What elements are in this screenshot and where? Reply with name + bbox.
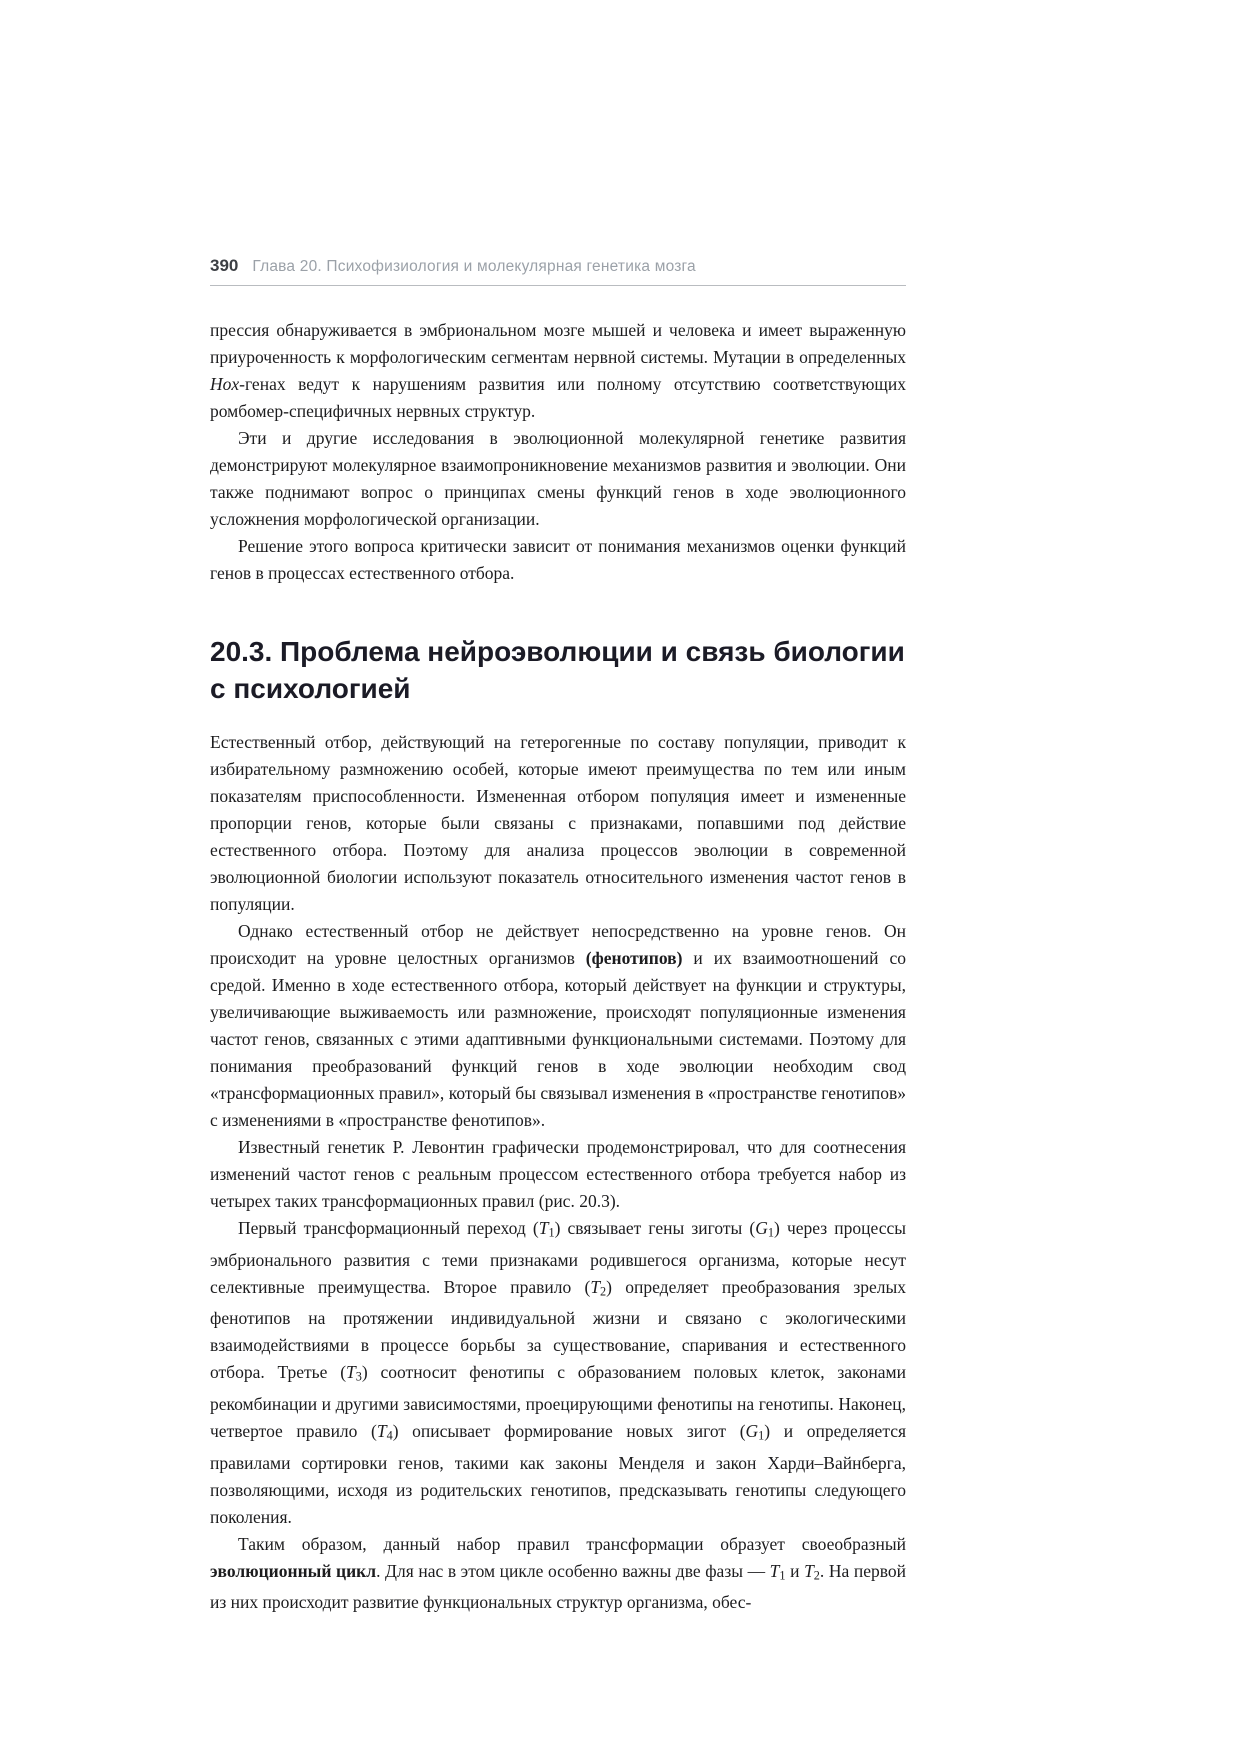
text-segment: ) связывает гены зиготы ( <box>554 1218 756 1238</box>
text-segment: 1 <box>767 1225 774 1240</box>
text-segment: 3 <box>355 1370 362 1385</box>
text-segment: 1 <box>758 1428 765 1443</box>
text-segment: Эти и другие исследования в эволюционной молекулярной генетике развития демонстрируют молекулярное взаимопроникновение механизмов развития и эволюции. Они также поднимают вопрос о принципах смены функций генов в ходе эволюционного усложнения морфологической организации. <box>210 428 906 529</box>
text-segment: Решение этого вопроса критически зависит от понимания механизмов оценки функций генов в процессах естественного отбора. <box>210 536 906 583</box>
body-text <box>210 317 906 1616</box>
paragraph <box>210 918 906 1134</box>
text-segment: T <box>538 1218 549 1238</box>
page-number: 390 <box>210 256 239 275</box>
text-segment: Таким образом, данный набор правил трансформации образует своеобразный <box>238 1533 906 1554</box>
text-block <box>210 256 906 1616</box>
text-segment: Однако естественный отбор не действует непосредственно на уровне генов. Он происходит на уровне целостных организмов <box>210 921 906 968</box>
text-segment: Естественный отбор, действующий на гетерогенные по составу популяции, приводит к избирательному размножению особей, которые имеют преимущества по тем или иным показателям приспособленности. Измененная отбором популяция имеет и измененные пропорции генов, которые были связаны с признаками, попавшими под действие естественного отбора. Поэтому для анализа процессов эволюции в современной эволюционной биологии используют показатель относительного изменения частот генов в популяции. <box>210 732 906 914</box>
text-segment: прессия обнаруживается в эмбриональном мозге мышей и человека и имеет выраженную приуроченность к морфологическим сегментам нервной системы. Мутации в определенных <box>210 320 906 367</box>
paragraph <box>210 533 906 587</box>
running-head <box>210 256 906 286</box>
paragraph <box>210 1531 906 1617</box>
text-segment: T <box>590 1276 601 1297</box>
text-segment: ) описывает формирование новых зигот ( <box>392 1421 746 1442</box>
text-segment: Первый трансформационный переход ( <box>238 1218 539 1238</box>
paragraph <box>210 729 906 918</box>
text-segment: -генах ведут к нарушениям развития или полному отсутствию соответствующих ромбомер-специфичных нервных структур. <box>210 374 906 421</box>
text-segment: и их взаимоотношений со средой. Именно в ходе естественного отбора, который действует на функции и структуры, увеличивающие выживаемость или размножение, происходят популяционные изменения частот генов, связанных с этими адаптивными функциональными системами. Поэтому для понимания преобразований функций генов в ходе эволюции необходим свод «трансформационных правил», который бы связывал изменения в «пространстве генотипов» с изменениями в «пространстве фенотипов». <box>210 948 906 1130</box>
text-segment: Известный генетик Р. Левонтин графически продемонстрировал, что для соотнесения изменений частот генов с реальным процессом естественного отбора требуется набор из четырех таких трансформационных правил (рис. 20.3). <box>210 1137 906 1211</box>
text-segment: 1 <box>779 1568 786 1583</box>
text-segment: ) определяет преобразования зрелых фенотипов на протяжении индивидуальной жизни и связано с экологическими взаимодействиями в процессе борьбы за существование, спаривания и естественного отбора. Третье ( <box>210 1276 906 1383</box>
text-segment: и <box>785 1560 805 1581</box>
text-segment: T <box>346 1362 356 1383</box>
paragraph <box>210 1134 906 1215</box>
paragraph <box>210 1215 906 1531</box>
chapter-title: Глава 20. Психофизиология и молекулярная генетика мозга <box>252 258 696 275</box>
text-segment: T <box>376 1421 387 1442</box>
text-segment: G <box>745 1421 759 1442</box>
text-segment: (фенотипов) <box>585 948 683 968</box>
section-heading: 20.3. Проблема нейроэволюции и связь биологии с психологией <box>210 636 905 704</box>
text-segment: 2 <box>813 1568 820 1583</box>
text-segment: ) и определяется правилами сортировки генов, такими как законы Менделя и закон Харди–Вайнберга, позволяющими, исходя из родительских генотипов, предсказывать генотипы следующего поколения. <box>210 1421 907 1527</box>
text-segment: эволюционный цикл <box>210 1560 377 1581</box>
paragraph <box>210 317 906 425</box>
text-segment: G <box>755 1218 768 1238</box>
paragraph <box>210 425 906 533</box>
text-segment: T <box>769 1560 780 1581</box>
text-segment: . Для нас в этом цикле особенно важны две фазы — <box>376 1560 770 1581</box>
text-segment: T <box>804 1560 814 1581</box>
text-segment: ) через процессы эмбрионального развития с теми признаками родившегося организма, которые несут селективные преимущества. Второе правило ( <box>210 1218 906 1297</box>
text-segment: . На первой из них происходит развитие функциональных структур организма, обес- <box>210 1560 907 1613</box>
text-segment: 4 <box>386 1428 393 1443</box>
text-segment: 2 <box>600 1284 607 1299</box>
text-segment: ) соотносит фенотипы с образованием половых клеток, законами рекомбинации и другими зависимостями, проецирующими фенотипы на генотипы. Наконец, четвертое правило ( <box>210 1362 906 1442</box>
text-segment: 1 <box>548 1225 555 1240</box>
text-segment: Hox <box>210 374 240 394</box>
